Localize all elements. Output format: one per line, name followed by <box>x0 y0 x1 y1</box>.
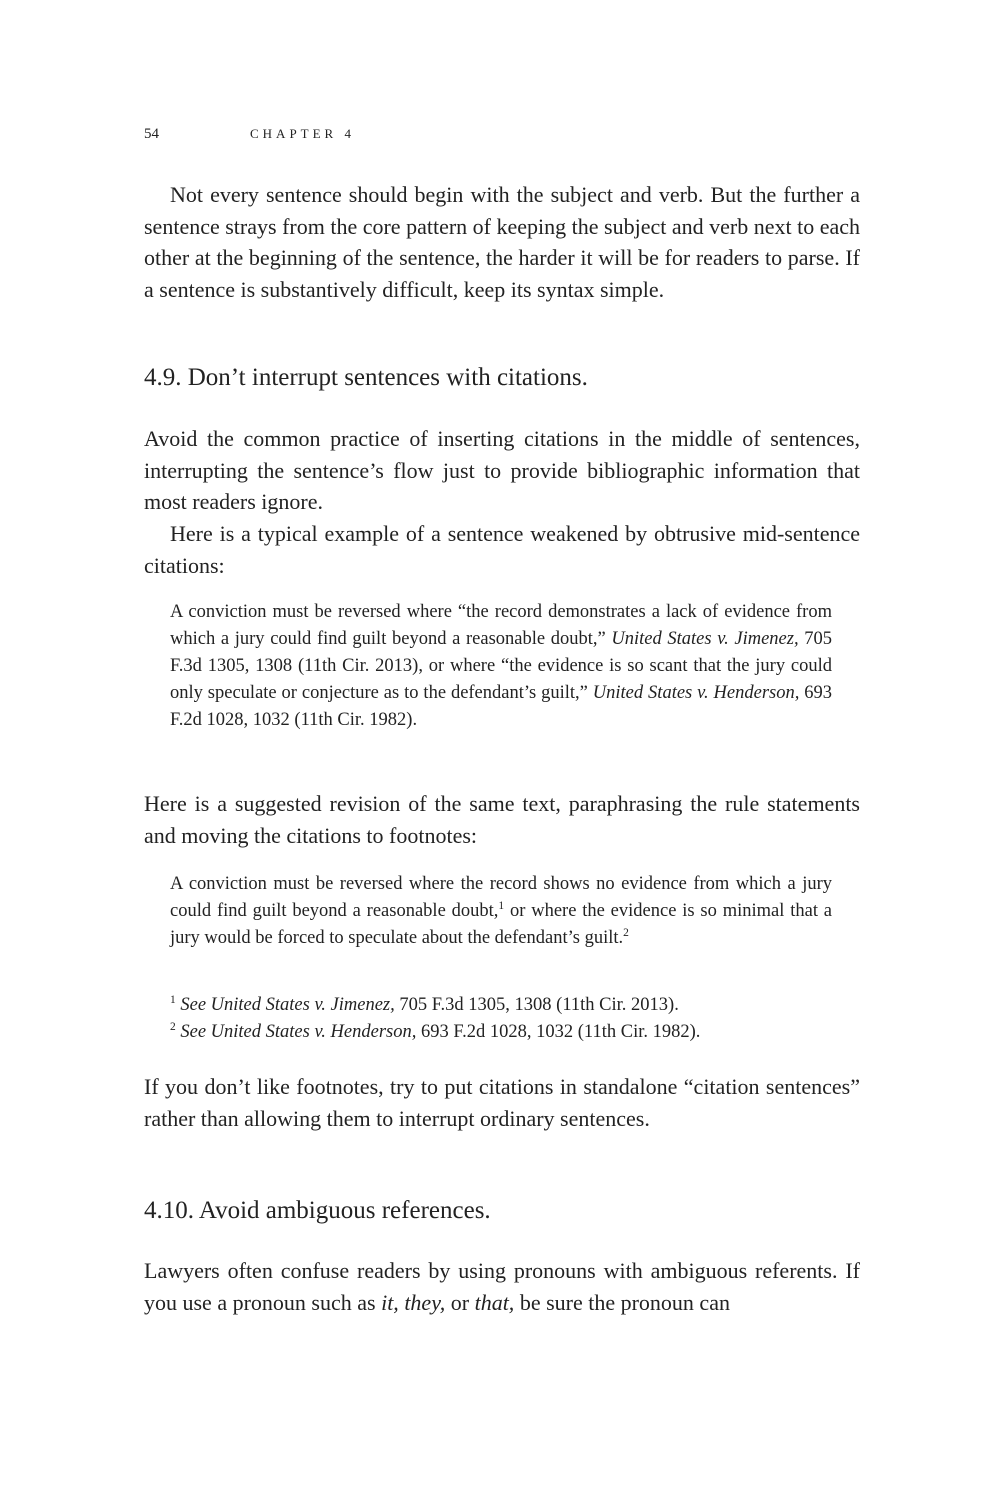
page-number: 54 <box>144 126 159 142</box>
paragraph-6-em-it: it, <box>381 1289 399 1315</box>
example-quote-2 <box>170 871 832 952</box>
footnote-2-citation: See United States v. Henderson, <box>180 1022 417 1042</box>
paragraph-6-text-4: be sure the pronoun can <box>514 1289 730 1315</box>
footnote-mark-1: 1 <box>498 900 505 913</box>
footnote-mark-2: 2 <box>623 927 629 940</box>
footnote-1-rest: 705 F.3d 1305, 1308 (11th Cir. 2013). <box>394 995 679 1015</box>
section-heading-4-10: 4.10. Avoid ambiguous references. <box>144 1197 491 1224</box>
example-2-text-2: or where the evidence is so minimal that a jury would be forced to speculate about the defendant’s guilt. <box>170 901 833 948</box>
paragraph-6-em-that: that, <box>474 1289 515 1315</box>
running-head <box>144 126 355 143</box>
footnote-1-mark: 1 <box>170 994 176 1007</box>
chapter-label: CHAPTER 4 <box>250 126 355 141</box>
paragraph-4: Here is a suggested revision of the same text, paraphrasing the rule statements and moving the citations to footnotes: <box>144 791 860 848</box>
example-1-text-3: 693 F.2d 1028, 1032 (11th Cir. 1982). <box>170 683 833 730</box>
paragraph-6-text-1: Lawyers often confuse readers by using pronouns with ambiguous referents. If you use a pronoun such as <box>144 1258 860 1315</box>
example-quote-1 <box>170 599 832 734</box>
footnote-2 <box>170 1019 832 1046</box>
paragraph-6-em-they: they, <box>404 1289 446 1315</box>
footnote-2-mark: 2 <box>170 1021 176 1034</box>
footnote-1 <box>170 992 832 1019</box>
example-1-text-2: 705 F.3d 1305, 1308 (11th Cir. 2013), or where “the evidence is so scant that the jury could only speculate or conjecture as to the defendant’s guilt,” <box>170 629 833 703</box>
paragraph-6-text-3: or <box>445 1289 475 1315</box>
paragraph-2: Avoid the common practice of inserting citations in the middle of sentences, interrupting the sentence’s flow just to provide bibliographic information that most readers ignore. <box>144 426 860 514</box>
paragraph-6 <box>144 1255 860 1318</box>
paragraph-1: Not every sentence should begin with the subject and verb. But the further a sentence strays from the core pattern of keeping the subject and verb next to each other at the beginning of the sentence, the harder it will be for readers to parse. If a sentence is substantively difficult, keep its syntax simple. <box>144 182 860 302</box>
footnote-1-citation: See United States v. Jimenez, <box>180 995 395 1015</box>
paragraph-3: Here is a typical example of a sentence weakened by obtrusive mid-sentence citations: <box>144 521 860 578</box>
footnote-2-rest: 693 F.2d 1028, 1032 (11th Cir. 1982). <box>416 1022 701 1042</box>
example-1-case-1: United States v. Jimenez, <box>611 629 799 649</box>
section-heading-4-9: 4.9. Don’t interrupt sentences with citations. <box>144 364 588 391</box>
paragraph-5: If you don’t like footnotes, try to put citations in standalone “citation sentences” rather than allowing them to interrupt ordinary sentences. <box>144 1074 860 1131</box>
example-1-case-2: United States v. Henderson, <box>592 683 800 703</box>
example-1-text-1: A conviction must be reversed where “the record demonstrates a lack of evidence from which a jury could find guilt beyond a reasonable doubt,” <box>170 602 832 649</box>
example-2-text-1: A conviction must be reversed where the record shows no evidence from which a jury could find guilt beyond a reasonable doubt, <box>170 874 832 921</box>
